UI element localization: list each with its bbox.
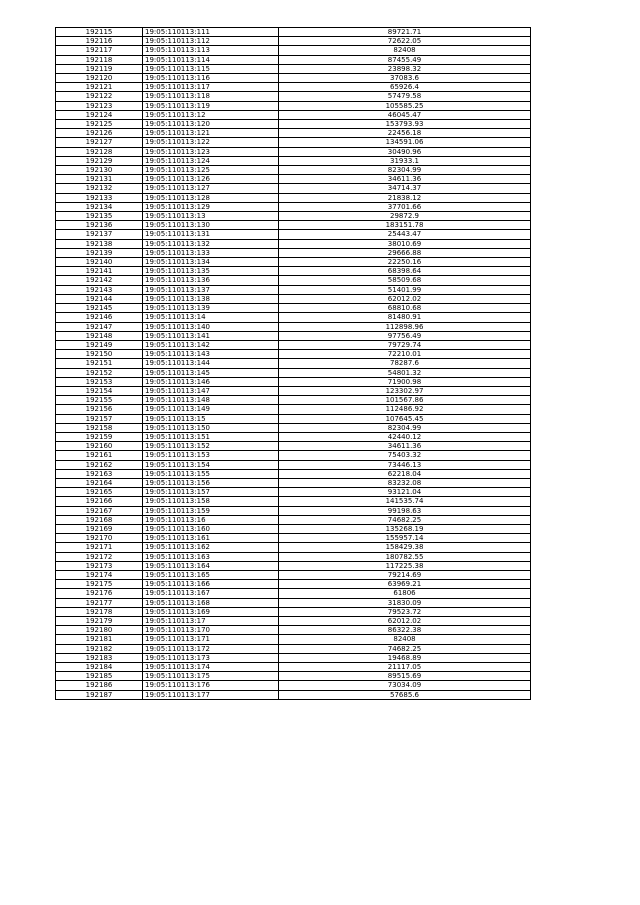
- amount-cell: 73446.13: [279, 460, 531, 469]
- row-id-cell: 192144: [56, 294, 143, 303]
- amount-cell: 180782.55: [279, 552, 531, 561]
- reference-cell: 19:05:110113:159: [143, 506, 279, 515]
- reference-cell: 19:05:110113:141: [143, 331, 279, 340]
- reference-cell: 19:05:110113:156: [143, 478, 279, 487]
- reference-cell: 19:05:110113:131: [143, 230, 279, 239]
- table-row: [56, 37, 531, 46]
- amount-cell: 31933.1: [279, 156, 531, 165]
- table-row: [56, 405, 531, 414]
- row-id-cell: 192121: [56, 83, 143, 92]
- reference-cell: 19:05:110113:154: [143, 460, 279, 469]
- reference-cell: 19:05:110113:142: [143, 340, 279, 349]
- row-id-cell: 192130: [56, 166, 143, 175]
- table-row: [56, 184, 531, 193]
- amount-cell: 54801.32: [279, 368, 531, 377]
- reference-cell: 19:05:110113:161: [143, 534, 279, 543]
- table-row: [56, 340, 531, 349]
- reference-cell: 19:05:110113:145: [143, 368, 279, 377]
- reference-cell: 19:05:110113:132: [143, 239, 279, 248]
- row-id-cell: 192160: [56, 442, 143, 451]
- row-id-cell: 192145: [56, 304, 143, 313]
- table-row: [56, 377, 531, 386]
- reference-cell: 19:05:110113:118: [143, 92, 279, 101]
- row-id-cell: 192142: [56, 276, 143, 285]
- table-row: [56, 681, 531, 690]
- table-row: [56, 304, 531, 313]
- table-row: [56, 331, 531, 340]
- reference-cell: 19:05:110113:137: [143, 285, 279, 294]
- row-id-cell: 192153: [56, 377, 143, 386]
- row-id-cell: 192158: [56, 423, 143, 432]
- reference-cell: 19:05:110113:114: [143, 55, 279, 64]
- reference-cell: 19:05:110113:138: [143, 294, 279, 303]
- reference-cell: 19:05:110113:144: [143, 359, 279, 368]
- row-id-cell: 192155: [56, 396, 143, 405]
- reference-cell: 19:05:110113:170: [143, 626, 279, 635]
- row-id-cell: 192185: [56, 672, 143, 681]
- row-id-cell: 192179: [56, 617, 143, 626]
- table-row: [56, 653, 531, 662]
- table-row: [56, 322, 531, 331]
- reference-cell: 19:05:110113:172: [143, 644, 279, 653]
- row-id-cell: 192120: [56, 74, 143, 83]
- table-row: [56, 368, 531, 377]
- reference-cell: 19:05:110113:160: [143, 524, 279, 533]
- amount-cell: 99198.63: [279, 506, 531, 515]
- table-row: [56, 386, 531, 395]
- reference-cell: 19:05:110113:124: [143, 156, 279, 165]
- reference-cell: 19:05:110113:126: [143, 175, 279, 184]
- amount-cell: 34714.37: [279, 184, 531, 193]
- reference-cell: 19:05:110113:133: [143, 248, 279, 257]
- row-id-cell: 192135: [56, 212, 143, 221]
- row-id-cell: 192123: [56, 101, 143, 110]
- row-id-cell: 192180: [56, 626, 143, 635]
- table-row: [56, 598, 531, 607]
- amount-cell: 21838.12: [279, 193, 531, 202]
- reference-cell: 19:05:110113:155: [143, 469, 279, 478]
- table-row: [56, 423, 531, 432]
- amount-cell: 81480.91: [279, 313, 531, 322]
- amount-cell: 19468.89: [279, 653, 531, 662]
- table-row: [56, 442, 531, 451]
- table-row: [56, 166, 531, 175]
- table-row: [56, 478, 531, 487]
- reference-cell: 19:05:110113:158: [143, 497, 279, 506]
- amount-cell: 42440.12: [279, 432, 531, 441]
- row-id-cell: 192136: [56, 221, 143, 230]
- reference-cell: 19:05:110113:136: [143, 276, 279, 285]
- amount-cell: 82304.99: [279, 166, 531, 175]
- table-row: [56, 221, 531, 230]
- amount-cell: 46045.47: [279, 110, 531, 119]
- row-id-cell: 192129: [56, 156, 143, 165]
- amount-cell: 89721.71: [279, 28, 531, 37]
- amount-cell: 112898.96: [279, 322, 531, 331]
- row-id-cell: 192151: [56, 359, 143, 368]
- reference-cell: 19:05:110113:165: [143, 570, 279, 579]
- table-row: [56, 267, 531, 276]
- amount-cell: 79729.74: [279, 340, 531, 349]
- table-row: [56, 230, 531, 239]
- amount-cell: 105585.25: [279, 101, 531, 110]
- amount-cell: 71900.98: [279, 377, 531, 386]
- amount-cell: 117225.38: [279, 561, 531, 570]
- amount-cell: 158429.38: [279, 543, 531, 552]
- reference-cell: 19:05:110113:173: [143, 653, 279, 662]
- reference-cell: 19:05:110113:166: [143, 580, 279, 589]
- row-id-cell: 192140: [56, 258, 143, 267]
- reference-cell: 19:05:110113:151: [143, 432, 279, 441]
- table-row: [56, 101, 531, 110]
- amount-cell: 38010.69: [279, 239, 531, 248]
- reference-cell: 19:05:110113:112: [143, 37, 279, 46]
- row-id-cell: 192115: [56, 28, 143, 37]
- reference-cell: 19:05:110113:171: [143, 635, 279, 644]
- reference-cell: 19:05:110113:168: [143, 598, 279, 607]
- amount-cell: 34611.36: [279, 442, 531, 451]
- row-id-cell: 192162: [56, 460, 143, 469]
- row-id-cell: 192172: [56, 552, 143, 561]
- table-row: [56, 617, 531, 626]
- row-id-cell: 192184: [56, 663, 143, 672]
- amount-cell: 34611.36: [279, 175, 531, 184]
- table-row: [56, 258, 531, 267]
- amount-cell: 62218.04: [279, 469, 531, 478]
- reference-cell: 19:05:110113:13: [143, 212, 279, 221]
- amount-cell: 62012.02: [279, 617, 531, 626]
- reference-cell: 19:05:110113:150: [143, 423, 279, 432]
- amount-cell: 74682.25: [279, 515, 531, 524]
- row-id-cell: 192154: [56, 386, 143, 395]
- reference-cell: 19:05:110113:175: [143, 672, 279, 681]
- row-id-cell: 192128: [56, 147, 143, 156]
- amount-cell: 68398.64: [279, 267, 531, 276]
- table-row: [56, 396, 531, 405]
- table-row: [56, 55, 531, 64]
- reference-cell: 19:05:110113:176: [143, 681, 279, 690]
- amount-cell: 65926.4: [279, 83, 531, 92]
- reference-cell: 19:05:110113:128: [143, 193, 279, 202]
- table-row: [56, 239, 531, 248]
- reference-cell: 19:05:110113:123: [143, 147, 279, 156]
- row-id-cell: 192137: [56, 230, 143, 239]
- row-id-cell: 192139: [56, 248, 143, 257]
- row-id-cell: 192169: [56, 524, 143, 533]
- row-id-cell: 192138: [56, 239, 143, 248]
- data-table: [55, 27, 531, 700]
- row-id-cell: 192183: [56, 653, 143, 662]
- row-id-cell: 192173: [56, 561, 143, 570]
- amount-cell: 153793.93: [279, 120, 531, 129]
- row-id-cell: 192167: [56, 506, 143, 515]
- row-id-cell: 192143: [56, 285, 143, 294]
- amount-cell: 37083.6: [279, 74, 531, 83]
- amount-cell: 57685.6: [279, 690, 531, 699]
- table-body: [56, 28, 531, 700]
- amount-cell: 93121.04: [279, 488, 531, 497]
- table-row: [56, 524, 531, 533]
- row-id-cell: 192176: [56, 589, 143, 598]
- amount-cell: 183151.78: [279, 221, 531, 230]
- table-row: [56, 359, 531, 368]
- reference-cell: 19:05:110113:147: [143, 386, 279, 395]
- amount-cell: 141535.74: [279, 497, 531, 506]
- row-id-cell: 192116: [56, 37, 143, 46]
- table-row: [56, 110, 531, 119]
- row-id-cell: 192157: [56, 414, 143, 423]
- table-row: [56, 690, 531, 699]
- row-id-cell: 192146: [56, 313, 143, 322]
- amount-cell: 73034.09: [279, 681, 531, 690]
- row-id-cell: 192165: [56, 488, 143, 497]
- reference-cell: 19:05:110113:117: [143, 83, 279, 92]
- table-row: [56, 202, 531, 211]
- table-row: [56, 64, 531, 73]
- reference-cell: 19:05:110113:148: [143, 396, 279, 405]
- amount-cell: 22250.16: [279, 258, 531, 267]
- table-row: [56, 580, 531, 589]
- reference-cell: 19:05:110113:140: [143, 322, 279, 331]
- row-id-cell: 192175: [56, 580, 143, 589]
- table-row: [56, 92, 531, 101]
- amount-cell: 23898.32: [279, 64, 531, 73]
- amount-cell: 68810.68: [279, 304, 531, 313]
- reference-cell: 19:05:110113:139: [143, 304, 279, 313]
- table-row: [56, 248, 531, 257]
- row-id-cell: 192171: [56, 543, 143, 552]
- row-id-cell: 192124: [56, 110, 143, 119]
- amount-cell: 82408: [279, 46, 531, 55]
- reference-cell: 19:05:110113:129: [143, 202, 279, 211]
- reference-cell: 19:05:110113:113: [143, 46, 279, 55]
- amount-cell: 134591.06: [279, 138, 531, 147]
- row-id-cell: 192168: [56, 515, 143, 524]
- amount-cell: 86322.38: [279, 626, 531, 635]
- table-row: [56, 83, 531, 92]
- reference-cell: 19:05:110113:115: [143, 64, 279, 73]
- amount-cell: 79523.72: [279, 607, 531, 616]
- reference-cell: 19:05:110113:135: [143, 267, 279, 276]
- table-row: [56, 543, 531, 552]
- amount-cell: 82304.99: [279, 423, 531, 432]
- table-row: [56, 175, 531, 184]
- table-row: [56, 497, 531, 506]
- table-row: [56, 120, 531, 129]
- row-id-cell: 192134: [56, 202, 143, 211]
- table-row: [56, 561, 531, 570]
- table-row: [56, 46, 531, 55]
- amount-cell: 78287.6: [279, 359, 531, 368]
- reference-cell: 19:05:110113:163: [143, 552, 279, 561]
- table-row: [56, 294, 531, 303]
- row-id-cell: 192118: [56, 55, 143, 64]
- amount-cell: 107645.45: [279, 414, 531, 423]
- row-id-cell: 192187: [56, 690, 143, 699]
- amount-cell: 89515.69: [279, 672, 531, 681]
- amount-cell: 57479.58: [279, 92, 531, 101]
- amount-cell: 29872.9: [279, 212, 531, 221]
- table-row: [56, 635, 531, 644]
- table-row: [56, 552, 531, 561]
- row-id-cell: 192170: [56, 534, 143, 543]
- amount-cell: 83232.08: [279, 478, 531, 487]
- amount-cell: 58509.68: [279, 276, 531, 285]
- row-id-cell: 192131: [56, 175, 143, 184]
- table-row: [56, 276, 531, 285]
- reference-cell: 19:05:110113:167: [143, 589, 279, 598]
- row-id-cell: 192119: [56, 64, 143, 73]
- table-row: [56, 74, 531, 83]
- row-id-cell: 192141: [56, 267, 143, 276]
- row-id-cell: 192147: [56, 322, 143, 331]
- amount-cell: 25443.47: [279, 230, 531, 239]
- amount-cell: 21117.05: [279, 663, 531, 672]
- reference-cell: 19:05:110113:17: [143, 617, 279, 626]
- table-row: [56, 313, 531, 322]
- row-id-cell: 192163: [56, 469, 143, 478]
- row-id-cell: 192150: [56, 350, 143, 359]
- amount-cell: 30490.96: [279, 147, 531, 156]
- table-row: [56, 570, 531, 579]
- amount-cell: 37701.66: [279, 202, 531, 211]
- amount-cell: 123302.97: [279, 386, 531, 395]
- row-id-cell: 192177: [56, 598, 143, 607]
- table-row: [56, 138, 531, 147]
- reference-cell: 19:05:110113:116: [143, 74, 279, 83]
- reference-cell: 19:05:110113:162: [143, 543, 279, 552]
- table-row: [56, 644, 531, 653]
- row-id-cell: 192149: [56, 340, 143, 349]
- amount-cell: 101567.86: [279, 396, 531, 405]
- table-row: [56, 28, 531, 37]
- row-id-cell: 192126: [56, 129, 143, 138]
- amount-cell: 63969.21: [279, 580, 531, 589]
- reference-cell: 19:05:110113:119: [143, 101, 279, 110]
- amount-cell: 135268.19: [279, 524, 531, 533]
- table-row: [56, 460, 531, 469]
- table-row: [56, 626, 531, 635]
- reference-cell: 19:05:110113:12: [143, 110, 279, 119]
- table-row: [56, 212, 531, 221]
- amount-cell: 72622.05: [279, 37, 531, 46]
- reference-cell: 19:05:110113:14: [143, 313, 279, 322]
- table-row: [56, 285, 531, 294]
- row-id-cell: 192161: [56, 451, 143, 460]
- reference-cell: 19:05:110113:130: [143, 221, 279, 230]
- row-id-cell: 192159: [56, 432, 143, 441]
- table-row: [56, 607, 531, 616]
- reference-cell: 19:05:110113:122: [143, 138, 279, 147]
- reference-cell: 19:05:110113:146: [143, 377, 279, 386]
- table-row: [56, 147, 531, 156]
- row-id-cell: 192148: [56, 331, 143, 340]
- row-id-cell: 192133: [56, 193, 143, 202]
- table-row: [56, 506, 531, 515]
- amount-cell: 79214.69: [279, 570, 531, 579]
- table-row: [56, 589, 531, 598]
- row-id-cell: 192132: [56, 184, 143, 193]
- amount-cell: 75403.32: [279, 451, 531, 460]
- table-row: [56, 156, 531, 165]
- reference-cell: 19:05:110113:174: [143, 663, 279, 672]
- reference-cell: 19:05:110113:125: [143, 166, 279, 175]
- reference-cell: 19:05:110113:149: [143, 405, 279, 414]
- row-id-cell: 192181: [56, 635, 143, 644]
- table-row: [56, 672, 531, 681]
- amount-cell: 74682.25: [279, 644, 531, 653]
- row-id-cell: 192125: [56, 120, 143, 129]
- amount-cell: 87455.49: [279, 55, 531, 64]
- reference-cell: 19:05:110113:157: [143, 488, 279, 497]
- table-row: [56, 432, 531, 441]
- table-row: [56, 414, 531, 423]
- amount-cell: 62012.02: [279, 294, 531, 303]
- reference-cell: 19:05:110113:16: [143, 515, 279, 524]
- row-id-cell: 192127: [56, 138, 143, 147]
- row-id-cell: 192166: [56, 497, 143, 506]
- table-row: [56, 451, 531, 460]
- row-id-cell: 192117: [56, 46, 143, 55]
- amount-cell: 22456.18: [279, 129, 531, 138]
- table-row: [56, 488, 531, 497]
- row-id-cell: 192152: [56, 368, 143, 377]
- table-row: [56, 350, 531, 359]
- table-row: [56, 515, 531, 524]
- row-id-cell: 192122: [56, 92, 143, 101]
- table-row: [56, 129, 531, 138]
- table-row: [56, 534, 531, 543]
- reference-cell: 19:05:110113:134: [143, 258, 279, 267]
- row-id-cell: 192182: [56, 644, 143, 653]
- amount-cell: 31830.09: [279, 598, 531, 607]
- reference-cell: 19:05:110113:111: [143, 28, 279, 37]
- row-id-cell: 192178: [56, 607, 143, 616]
- reference-cell: 19:05:110113:177: [143, 690, 279, 699]
- row-id-cell: 192164: [56, 478, 143, 487]
- reference-cell: 19:05:110113:121: [143, 129, 279, 138]
- amount-cell: 97756.49: [279, 331, 531, 340]
- reference-cell: 19:05:110113:127: [143, 184, 279, 193]
- reference-cell: 19:05:110113:143: [143, 350, 279, 359]
- amount-cell: 72210.01: [279, 350, 531, 359]
- amount-cell: 61806: [279, 589, 531, 598]
- reference-cell: 19:05:110113:15: [143, 414, 279, 423]
- reference-cell: 19:05:110113:120: [143, 120, 279, 129]
- row-id-cell: 192156: [56, 405, 143, 414]
- table-row: [56, 469, 531, 478]
- row-id-cell: 192186: [56, 681, 143, 690]
- row-id-cell: 192174: [56, 570, 143, 579]
- reference-cell: 19:05:110113:152: [143, 442, 279, 451]
- amount-cell: 112486.92: [279, 405, 531, 414]
- reference-cell: 19:05:110113:164: [143, 561, 279, 570]
- reference-cell: 19:05:110113:153: [143, 451, 279, 460]
- amount-cell: 51401.99: [279, 285, 531, 294]
- table-row: [56, 663, 531, 672]
- amount-cell: 29666.88: [279, 248, 531, 257]
- reference-cell: 19:05:110113:169: [143, 607, 279, 616]
- table-row: [56, 193, 531, 202]
- amount-cell: 155957.14: [279, 534, 531, 543]
- amount-cell: 82408: [279, 635, 531, 644]
